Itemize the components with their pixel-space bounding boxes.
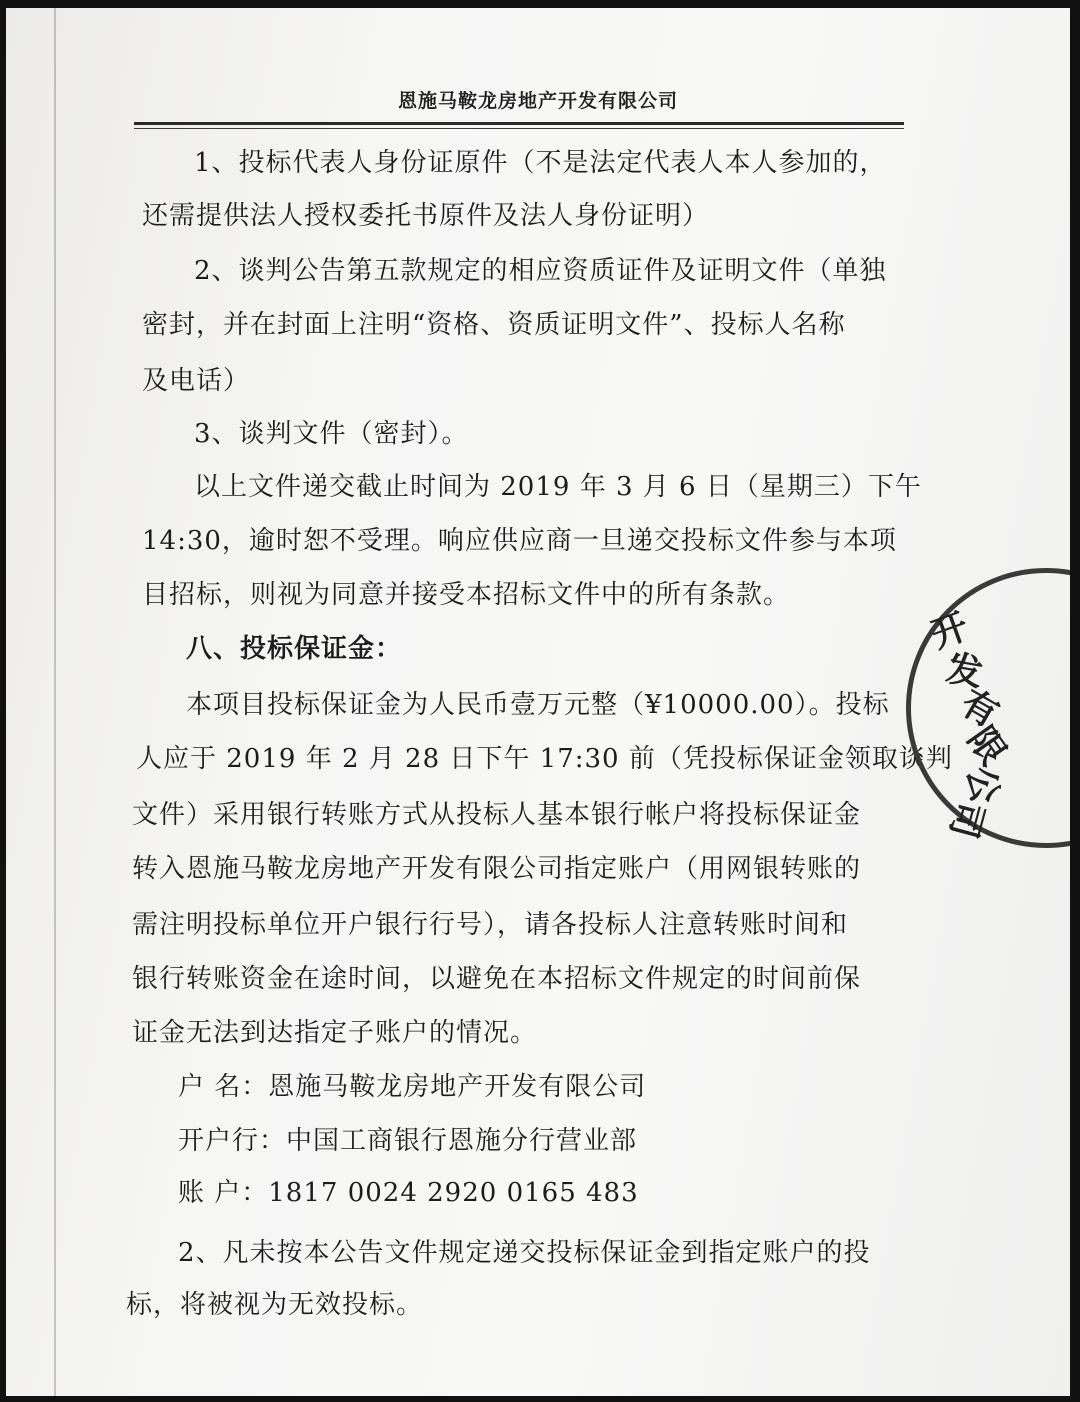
body-line: 文件）采用银行转账方式从投标人基本银行帐户将投标保证金 xyxy=(132,800,862,830)
company-seal-stamp: 开 发 有 限 公 司 xyxy=(906,568,1070,848)
account-name-line: 户 名：恩施马鞍龙房地产开发有限公司 xyxy=(178,1072,647,1102)
body-line: 14:30，逾时恕不受理。响应供应商一旦递交投标文件参与本项 xyxy=(142,526,897,556)
body-line: 及电话） xyxy=(142,366,251,396)
body-line: 2、谈判公告第五款规定的相应资质证件及证明文件（单独 xyxy=(194,256,887,286)
letterhead-rule xyxy=(134,122,904,125)
section-heading: 八、投标保证金： xyxy=(186,634,403,664)
body-line: 证金无法到达指定子账户的情况。 xyxy=(132,1018,538,1048)
body-line: 还需提供法人授权委托书原件及法人身份证明） xyxy=(142,201,710,231)
body-line: 转入恩施马鞍龙房地产开发有限公司指定账户（用网银转账的 xyxy=(132,854,862,884)
body-line: 目招标，则视为同意并接受本招标文件中的所有条款。 xyxy=(142,580,791,610)
letterhead-rule-thin xyxy=(134,128,904,129)
letterhead-company: 恩施马鞍龙房地产开发有限公司 xyxy=(397,90,678,112)
body-line: 本项目投标保证金为人民币壹万元整（¥10000.00）。投标 xyxy=(186,690,890,720)
body-line: 需注明投标单位开户银行行号），请各投标人注意转账时间和 xyxy=(132,910,849,940)
bank-line: 开户行：中国工商银行恩施分行营业部 xyxy=(178,1126,638,1156)
binding-edge xyxy=(54,8,56,1396)
document-sheet xyxy=(6,8,1070,1396)
body-line: 人应于 2019 年 2 月 28 日下午 17:30 前（凭投标保证金领取谈判 xyxy=(136,744,953,774)
body-line: 标，将被视为无效投标。 xyxy=(126,1290,424,1320)
body-line: 银行转账资金在途时间，以避免在本招标文件规定的时间前保 xyxy=(132,964,862,994)
account-number-line: 账 户：1817 0024 2920 0165 483 xyxy=(178,1178,639,1208)
body-line: 1、投标代表人身份证原件（不是法定代表人本人参加的， xyxy=(194,148,887,178)
body-line: 3、谈判文件（密封）。 xyxy=(194,419,469,449)
body-line: 2、凡未按本公告文件规定递交投标保证金到指定账户的投 xyxy=(178,1238,871,1268)
body-line: 密封，并在封面上注明“资格、资质证明文件”、投标人名称 xyxy=(142,310,846,340)
body-line: 以上文件递交截止时间为 2019 年 3 月 6 日（星期三）下午 xyxy=(194,472,922,502)
